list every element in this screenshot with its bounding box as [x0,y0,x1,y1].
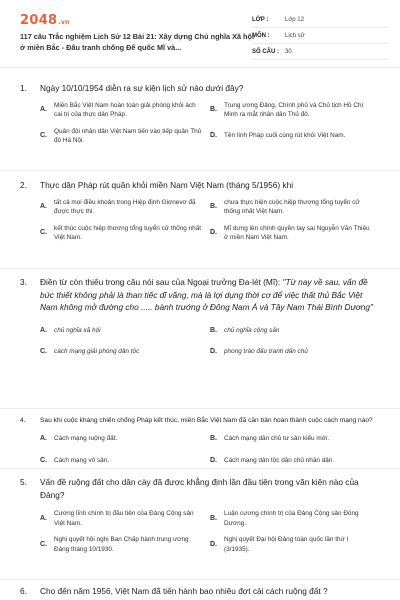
site-logo[interactable] [20,13,70,28]
option-letter: D. [210,132,217,140]
option-text: Tên lính Pháp cuối cùng rút khỏi Việt Nam. [224,132,346,140]
question-header [20,276,382,314]
option-c[interactable] [40,127,210,146]
document-title: 117 câu Trắc nghiệm Lịch Sử 12 Bài 21: Xây dựng Chủ nghĩa Xã hội ở miền Bắc - Đấu tranh chống Đế quốc Mĩ và... [20,32,254,52]
question-text: Sau khi cuộc kháng chiến chống Pháp kết thúc, miền Bắc Việt Nam đã căn bản hoàn thành cuộc cách mạng nào? [40,417,373,424]
question-4 [20,416,382,465]
question-5 [20,476,382,554]
question-text: Vấn đề ruộng đất cho dân cày đã được khẳng định lần đầu tiên trong văn kiện nào của Đảng? [40,477,359,500]
option-letter: B. [210,203,217,211]
option-b[interactable] [210,101,382,120]
logo-suffix: .vn [58,19,70,26]
option-text: Mĩ dựng lên chính quyền tay sai Nguyễn Văn Thiệu ở miền Nam Việt Nam. [224,224,370,241]
option-c[interactable] [40,224,210,243]
meta-value: 30 [285,48,292,55]
option-text: chưa thực hiện cuộc hiệp thương tổng tuyển cử thống nhất Việt Nam. [224,198,360,215]
option-text: kết thúc cuộc hiệp thương tổng tuyển cử thống nhất Việt Nam. [54,224,202,241]
question-text: Thực dân Pháp rút quân khỏi miền Nam Việt Nam (tháng 5/1956) khi [40,180,294,190]
meta-label: MÔN : [252,32,270,39]
question-text [40,276,382,314]
option-b[interactable] [210,509,382,528]
option-text: cách mạng giải phóng dân tộc [54,348,140,355]
question-quote: "Từ nay về sau, vấn đề bức thiết không phải là than tiếc dĩ vãng, mà là lợi dụng thời cơ để việc thất thủ Bắc Việt Nam không mở đường cho ..... bành trướng ở Đông Nam Á và Tây Nam Thái Bình Dương" [40,277,373,312]
question-header [20,585,382,598]
divider [0,579,400,580]
option-d[interactable] [210,456,382,466]
option-text: Cương lĩnh chính trị đầu tiên của Đảng Cộng sản Việt Nam. [54,510,194,527]
option-text: Nghị quyết Đại hội Đảng toàn quốc lần thứ I (3/1935). [224,536,349,553]
question-number: 3. [20,277,27,287]
option-text: tất cả mọi điều khoản trong Hiệp định Giơnevơ đã được thực thi. [54,198,196,215]
divider [0,408,400,409]
option-c[interactable] [40,535,210,554]
answer-options [40,434,382,465]
option-letter: C. [40,540,47,548]
option-a[interactable] [40,101,210,120]
question-header [20,416,382,426]
option-text: Trung ương Đảng, Chính phủ và Chủ tịch Hồ Chí Minh ra mắt nhân dân Thủ đô. [224,101,364,118]
option-letter: A. [40,106,47,114]
option-letter: D. [210,540,217,548]
divider [0,268,400,269]
document-header [0,0,400,68]
option-a[interactable] [40,434,210,444]
question-2 [20,179,382,243]
option-text: phong trào đấu tranh dân chủ [224,348,308,355]
question-6 [20,585,382,598]
option-text: Nghị quyết hội nghị Ban Chấp hành trung ương Đảng tháng 10/1930. [54,536,189,553]
question-number: 2. [20,180,27,190]
option-letter: D. [210,348,217,355]
option-letter: A. [40,326,47,334]
option-text: chủ nghĩa xã hội [54,326,101,334]
option-text: Miền Bắc Việt Nam hoàn toàn giải phóng khỏi ách cai trị của thực dân Pháp. [54,101,196,118]
meta-row-count [252,44,388,60]
option-d[interactable] [210,224,382,243]
meta-row-grade [252,12,388,28]
question-number: 5. [20,477,27,487]
divider [0,468,400,469]
answer-options [40,101,382,146]
option-d[interactable] [210,127,382,146]
option-a[interactable] [40,326,210,336]
option-d[interactable] [210,347,382,357]
option-letter: C. [40,348,47,355]
question-text: Cho đến năm 1956, Việt Nam đã tiến hành bao nhiêu đợt cải cách ruộng đất ? [40,586,328,596]
option-b[interactable] [210,326,382,336]
answer-options [40,509,382,554]
question-header [20,82,382,95]
option-text: Quân đội nhân dân Việt Nam tiến vào tiếp quản Thủ đô Hà Nội. [54,127,202,144]
answer-options [40,326,382,357]
meta-row-subject [252,28,388,44]
option-letter: C. [40,229,47,237]
option-text: Cách mạng dân chủ tư sản kiểu mới. [224,435,330,442]
option-text: Luận cương chính trị của Đảng Cộng sản Đông Dương. [224,510,359,527]
option-a[interactable] [40,509,210,528]
option-text: Cách mạng vô sản. [54,456,110,464]
option-c[interactable] [40,347,210,357]
option-letter: C. [40,132,47,140]
logo-text: 2048 [20,13,58,28]
option-c[interactable] [40,456,210,466]
question-header [20,179,382,192]
option-text: Cách mạng dân tộc dân chủ nhân dân. [224,456,335,464]
option-letter: D. [210,229,217,237]
question-number: 1. [20,83,27,93]
question-number: 6. [20,586,27,596]
document-meta [252,12,388,60]
meta-value: Lịch sử [285,32,305,39]
question-text-prefix: Điền từ còn thiếu trong câu nói sau của Ngoại trưởng Đa-lét (Mĩ): [40,277,283,287]
option-letter: D. [210,456,217,464]
answer-options [40,198,382,243]
option-text: Cách mạng ruộng đất. [54,435,118,442]
option-letter: B. [210,106,217,114]
option-b[interactable] [210,434,382,444]
option-text: chủ nghĩa cộng sản [224,326,280,334]
option-letter: A. [40,203,47,211]
option-a[interactable] [40,198,210,217]
question-3 [20,276,382,357]
option-letter: C. [40,456,47,464]
option-letter: B. [210,514,217,522]
option-letter: B. [210,326,217,334]
meta-value: Lớp 12 [285,16,304,23]
option-b[interactable] [210,198,382,217]
question-header [20,476,382,501]
option-letter: B. [210,435,217,442]
question-text: Ngày 10/10/1954 diễn ra sự kiện lịch sử nào dưới đây? [40,83,244,93]
option-letter: A. [40,435,47,442]
divider [0,170,400,171]
meta-label: LỚP : [252,16,269,23]
option-d[interactable] [210,535,382,554]
question-number: 4. [20,417,26,424]
question-1 [20,82,382,146]
option-letter: A. [40,514,47,522]
meta-label: SỐ CÂU : [252,48,279,55]
